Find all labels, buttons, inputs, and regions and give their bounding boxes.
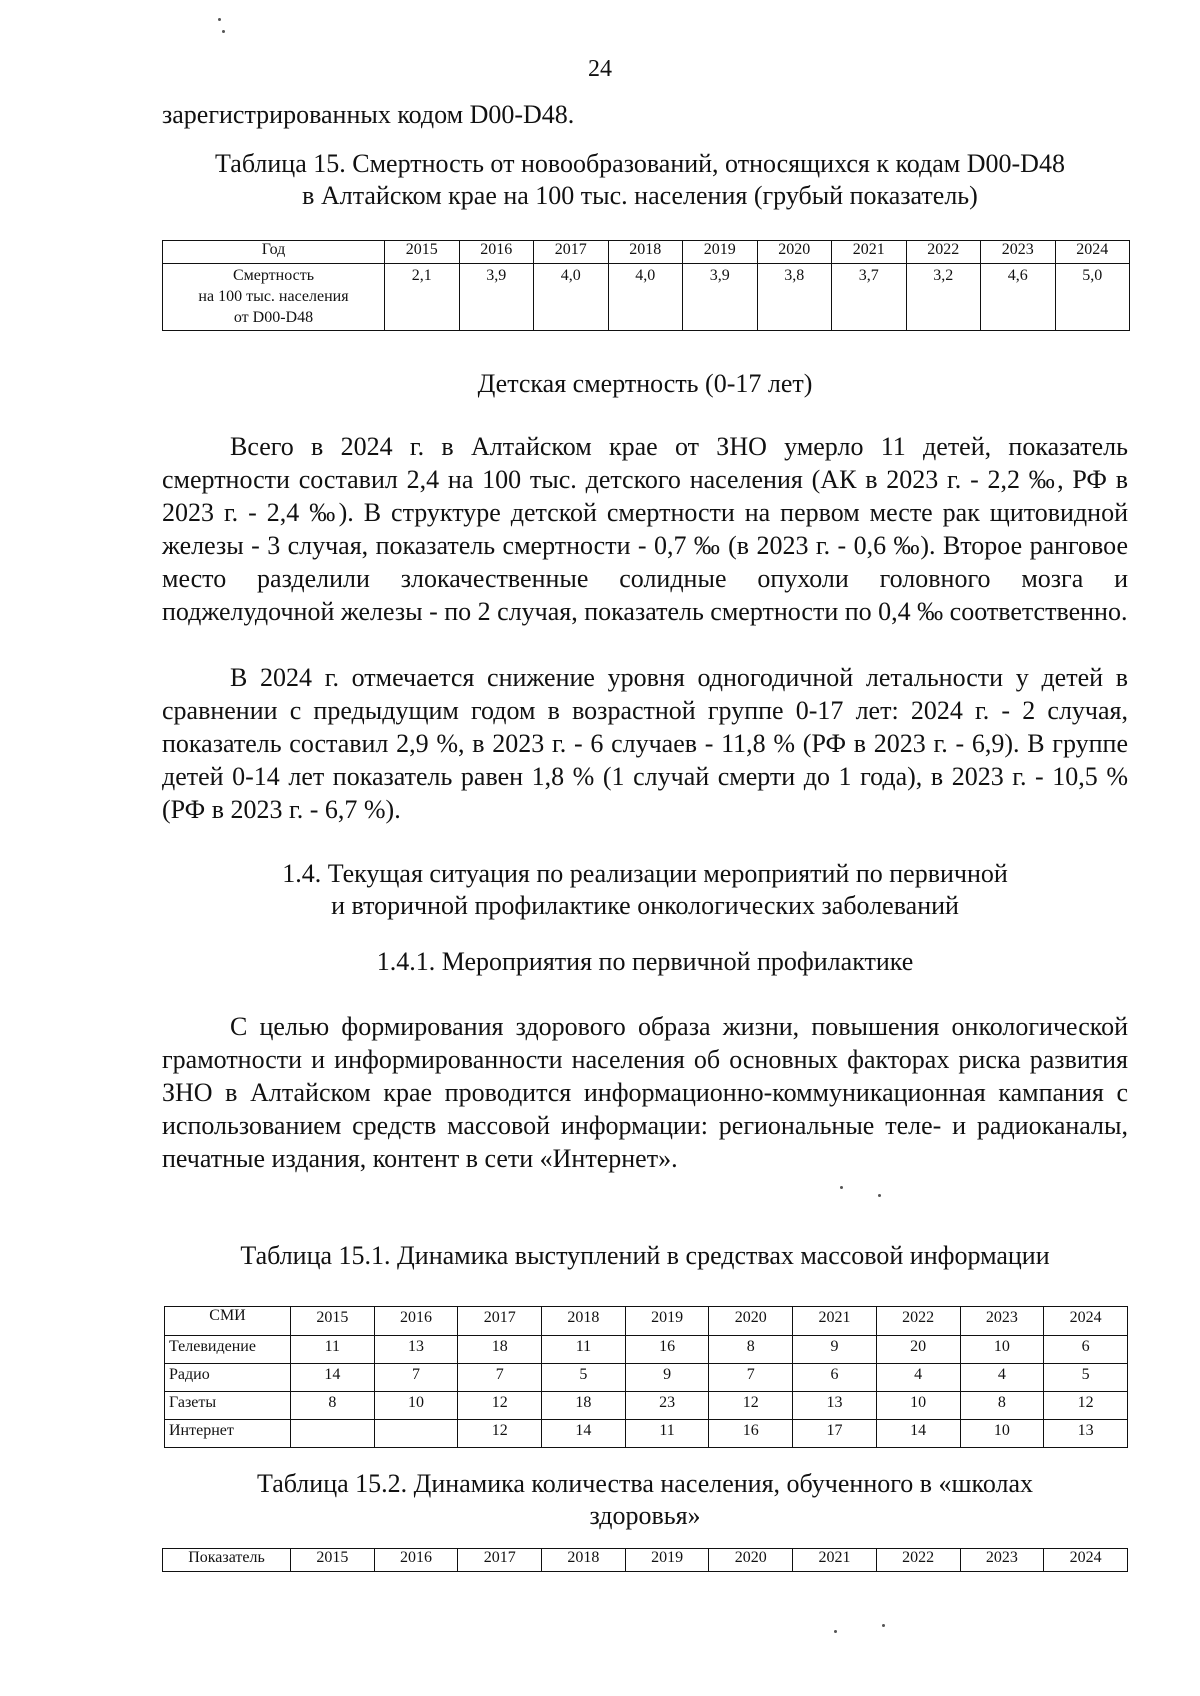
t151-row-label: Радио (165, 1364, 291, 1392)
scan-speck (878, 1194, 881, 1197)
table15-year-2020: 2020 (757, 241, 832, 264)
table15-header-label: Год (163, 241, 385, 264)
continuation-line: зарегистрированных кодом D00-D48. (162, 100, 575, 129)
table15-value-2015: 2,1 (385, 264, 460, 331)
table15-1-header-label: СМИ (165, 1307, 291, 1336)
scan-speck (222, 30, 225, 33)
t151-year-2018: 2018 (542, 1307, 626, 1336)
table15-2-caption-line1: Таблица 15.2. Динамика количества населения, обученного в «школах (256, 1469, 1034, 1498)
t152-year-2023: 2023 (960, 1549, 1044, 1572)
t151-cell-2015: 8 (291, 1392, 375, 1420)
table15-year-2022: 2022 (906, 241, 981, 264)
t151-cell-2024: 6 (1044, 1336, 1128, 1364)
table15-value-2024: 5,0 (1055, 264, 1130, 331)
t151-cell-2016 (374, 1420, 458, 1448)
t151-cell-2021: 6 (793, 1364, 877, 1392)
paragraph-child-mortality: Всего в 2024 г. в Алтайском крае от ЗНО умерло 11 детей, показатель смертности составил 2,4 на 100 тыс. детского населения (АК в 2023 г. - 2,2 ‰, РФ в 2023 г. - 2,4 ‰). В структуре детской смертности на первом месте рак щитовидной железы - 3 случая, показатель смертности - 0,7 ‰ (в 2023 г. - 0,6 ‰). Второе ранговое место разделили злокачественные солидные опухоли головного мозга и поджелудочной железы - по 2 случая, показатель смертности по 0,4 ‰ соответственно. (162, 432, 1128, 626)
table15-1-header-row (165, 1307, 1128, 1336)
t151-cell-2020: 7 (709, 1364, 793, 1392)
t151-cell-2017: 12 (458, 1392, 542, 1420)
section-1-4-heading (150, 858, 1140, 922)
table15-1 (164, 1306, 1128, 1448)
table15-data-row (163, 264, 1130, 331)
table15-year-2019: 2019 (683, 241, 758, 264)
table15-1-row (165, 1336, 1128, 1364)
t151-cell-2021: 17 (793, 1420, 877, 1448)
t152-year-2021: 2021 (793, 1549, 877, 1572)
table15-row-label-line3: от D00-D48 (233, 309, 314, 326)
paragraph-lethality: В 2024 г. отмечается снижение уровня одногодичной летальности у детей в сравнении с предыдущим годом в возрастной группе 0-17 лет: 2024 г. - 2 случая, показатель составил 2,9 %, в 2023 г. - 6 случаев - 11,8 % (РФ в 2023 г. - 6,9). В группе детей 0-14 лет показатель равен 1,8 % (1 случай смерти до 1 года), в 2023 г. - 10,5 % (РФ в 2023 г. - 6,7 %). (162, 663, 1128, 824)
table15 (162, 240, 1130, 331)
t151-cell-2017: 18 (458, 1336, 542, 1364)
t151-cell-2016: 13 (374, 1336, 458, 1364)
paragraph-information-campaign: С целью формирования здорового образа жизни, повышения онкологической грамотности и информированности населения об основных факторах риска развития ЗНО в Алтайском крае проводится информационно-коммуникационная кампания с использованием средств массовой информации: региональные теле- и радиоканалы, печатные издания, контент в сети «Интернет». (162, 1012, 1128, 1173)
t151-cell-2018: 14 (542, 1420, 626, 1448)
t151-cell-2024: 13 (1044, 1420, 1128, 1448)
t151-cell-2022: 20 (876, 1336, 960, 1364)
t151-cell-2019: 11 (625, 1420, 709, 1448)
t152-year-2017: 2017 (458, 1549, 542, 1572)
table15-value-2017: 4,0 (534, 264, 609, 331)
t151-year-2019: 2019 (625, 1307, 709, 1336)
t151-cell-2016: 10 (374, 1392, 458, 1420)
table15-value-2019: 3,9 (683, 264, 758, 331)
t151-cell-2018: 18 (542, 1392, 626, 1420)
table15-value-2018: 4,0 (608, 264, 683, 331)
scan-speck (840, 1186, 843, 1189)
table15-row-label-line2: на 100 тыс. населения (198, 288, 349, 305)
t152-year-2022: 2022 (876, 1549, 960, 1572)
table15-1-row (165, 1420, 1128, 1448)
t151-cell-2021: 9 (793, 1336, 877, 1364)
t151-cell-2015: 14 (291, 1364, 375, 1392)
table15-year-2017: 2017 (534, 241, 609, 264)
t152-year-2019: 2019 (625, 1549, 709, 1572)
table15-year-2018: 2018 (608, 241, 683, 264)
t151-cell-2024: 12 (1044, 1392, 1128, 1420)
t151-year-2023: 2023 (960, 1307, 1044, 1336)
section-1-4-1-heading: 1.4.1. Мероприятия по первичной профилактике (376, 947, 914, 976)
t151-cell-2019: 16 (625, 1336, 709, 1364)
t151-cell-2020: 16 (709, 1420, 793, 1448)
t152-year-2018: 2018 (542, 1549, 626, 1572)
table15-2 (162, 1548, 1128, 1572)
t151-cell-2023: 10 (960, 1336, 1044, 1364)
table15-caption-line1: Таблица 15. Смертность от новообразований, относящихся к кодам D00-D48 (215, 149, 1065, 178)
t151-year-2021: 2021 (793, 1307, 877, 1336)
t151-cell-2015: 11 (291, 1336, 375, 1364)
t151-cell-2022: 10 (876, 1392, 960, 1420)
t151-cell-2015 (291, 1420, 375, 1448)
t151-cell-2016: 7 (374, 1364, 458, 1392)
t151-cell-2024: 5 (1044, 1364, 1128, 1392)
t151-cell-2023: 8 (960, 1392, 1044, 1420)
table15-value-2021: 3,7 (832, 264, 907, 331)
table15-year-2015: 2015 (385, 241, 460, 264)
t151-cell-2020: 12 (709, 1392, 793, 1420)
t152-year-2015: 2015 (291, 1549, 375, 1572)
section-1-4-line1: 1.4. Текущая ситуация по реализации мероприятий по первичной (282, 859, 1008, 888)
scan-speck (218, 18, 221, 21)
table15-2-header-row (163, 1549, 1128, 1572)
table15-row-label-line1: Смертность (232, 267, 315, 284)
t151-year-2020: 2020 (709, 1307, 793, 1336)
table15-year-2023: 2023 (981, 241, 1056, 264)
table15-1-row (165, 1364, 1128, 1392)
table15-1-caption: Таблица 15.1. Динамика выступлений в средствах массовой информации (240, 1241, 1050, 1270)
table15-value-2020: 3,8 (757, 264, 832, 331)
t151-row-label: Интернет (165, 1420, 291, 1448)
table15-1-row (165, 1392, 1128, 1420)
table15-2-caption (150, 1468, 1140, 1532)
t151-cell-2023: 4 (960, 1364, 1044, 1392)
table15-caption (150, 148, 1130, 212)
table15-header-row (163, 241, 1130, 264)
child-mortality-heading: Детская смертность (0-17 лет) (477, 369, 813, 398)
section-1-4-line2: и вторичной профилактике онкологических заболеваний (331, 891, 959, 920)
t151-row-label: Газеты (165, 1392, 291, 1420)
t151-cell-2017: 12 (458, 1420, 542, 1448)
t151-year-2017: 2017 (458, 1307, 542, 1336)
t151-cell-2017: 7 (458, 1364, 542, 1392)
table15-value-2022: 3,2 (906, 264, 981, 331)
t151-cell-2019: 9 (625, 1364, 709, 1392)
t152-year-2020: 2020 (709, 1549, 793, 1572)
t151-row-label: Телевидение (165, 1336, 291, 1364)
scan-speck (834, 1630, 837, 1633)
page-number: 24 (588, 56, 612, 82)
t151-cell-2018: 11 (542, 1336, 626, 1364)
t151-cell-2020: 8 (709, 1336, 793, 1364)
table15-2-caption-line2: здоровья» (589, 1501, 701, 1530)
t151-cell-2021: 13 (793, 1392, 877, 1420)
table15-value-2023: 4,6 (981, 264, 1056, 331)
t151-year-2024: 2024 (1044, 1307, 1128, 1336)
t152-year-2016: 2016 (374, 1549, 458, 1572)
t151-cell-2018: 5 (542, 1364, 626, 1392)
table15-2-header-label: Показатель (163, 1549, 291, 1572)
table15-caption-line2: в Алтайском крае на 100 тыс. населения (грубый показатель) (302, 181, 978, 210)
t152-year-2024: 2024 (1044, 1549, 1128, 1572)
table15-year-2016: 2016 (459, 241, 534, 264)
t151-cell-2019: 23 (625, 1392, 709, 1420)
t151-cell-2023: 10 (960, 1420, 1044, 1448)
table15-row-label (163, 264, 385, 331)
t151-year-2015: 2015 (291, 1307, 375, 1336)
t151-cell-2022: 14 (876, 1420, 960, 1448)
t151-year-2022: 2022 (876, 1307, 960, 1336)
table15-value-2016: 3,9 (459, 264, 534, 331)
scan-speck (882, 1624, 885, 1627)
table15-year-2021: 2021 (832, 241, 907, 264)
t151-cell-2022: 4 (876, 1364, 960, 1392)
table15-year-2024: 2024 (1055, 241, 1130, 264)
t151-year-2016: 2016 (374, 1307, 458, 1336)
